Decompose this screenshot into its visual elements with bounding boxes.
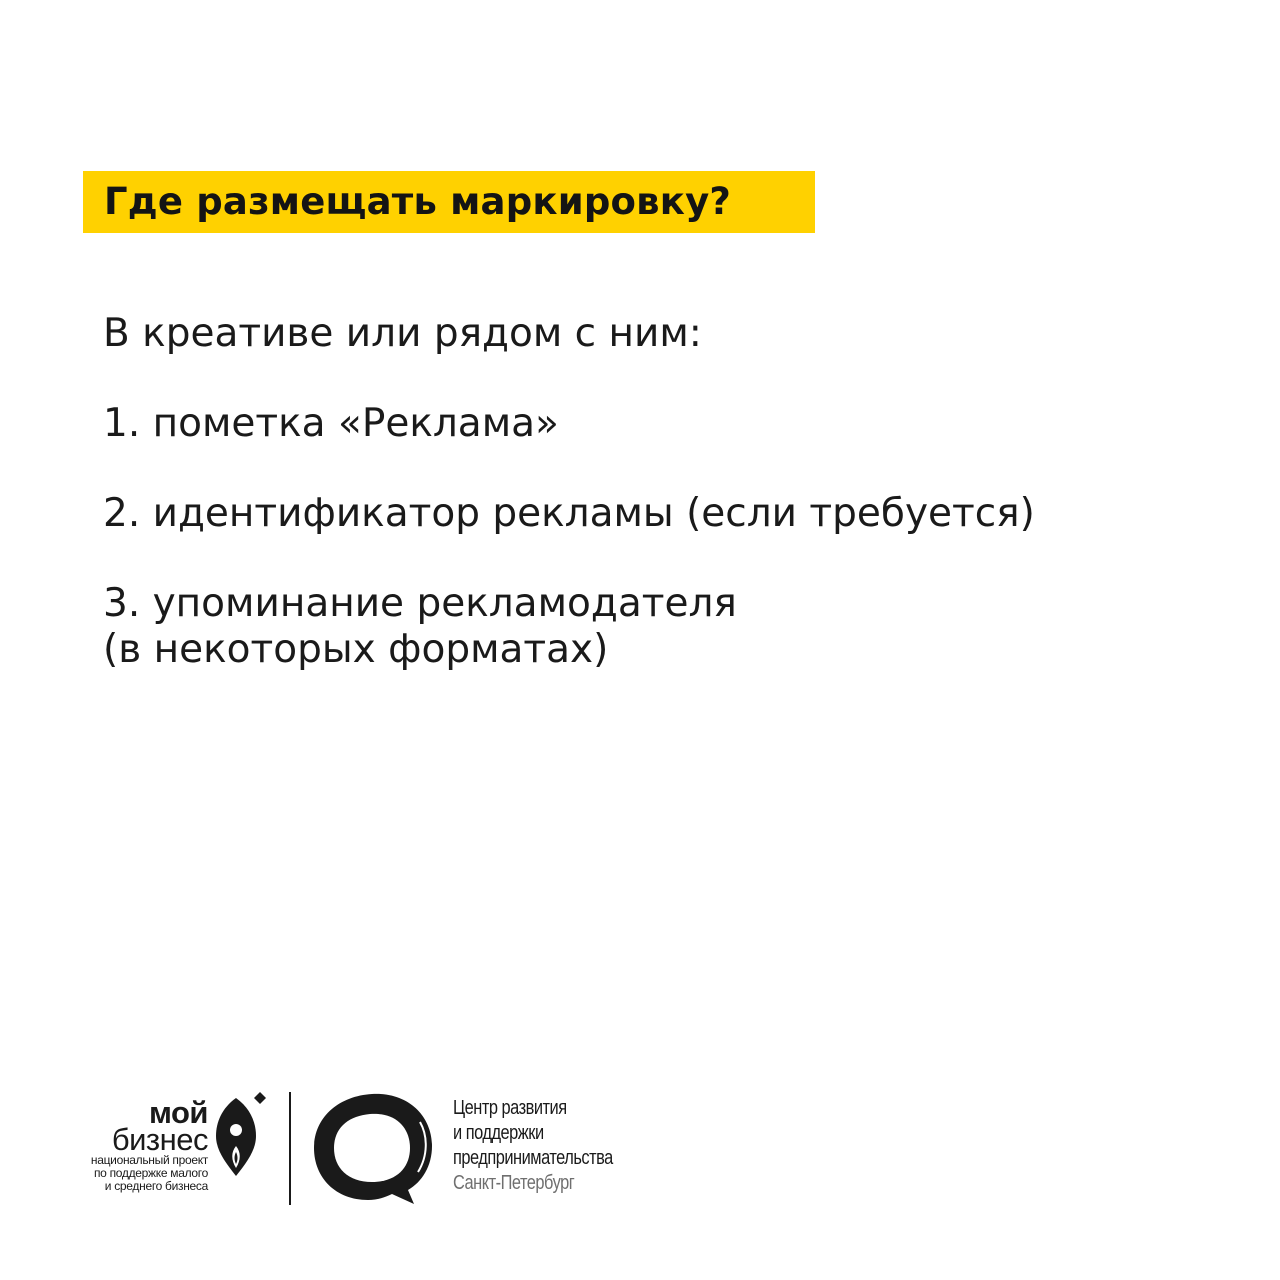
logo-subtitle-line: и среднего бизнеса: [104, 1179, 208, 1193]
list-item: 1. пометка «Реклама»: [103, 401, 559, 446]
logo-word: бизнес: [111, 1122, 208, 1157]
center-logo-city: Санкт-Петербург: [453, 1172, 575, 1194]
list-item: 2. идентификатор рекламы (если требуется): [103, 491, 1035, 536]
logo-word: мой: [148, 1095, 208, 1130]
heading-highlight: [83, 171, 815, 233]
rocket-icon: [216, 1092, 268, 1178]
footer-logos: [0, 1080, 1280, 1210]
logo-subtitle-line: национальный проект: [90, 1153, 208, 1167]
center-logo-text: [453, 1096, 613, 1196]
logo-divider: [289, 1092, 291, 1205]
list-item-line: 3. упоминание рекламодателя: [103, 581, 737, 626]
center-logo-line: Центр развития: [453, 1097, 567, 1119]
center-logo-line: предпринимательства: [453, 1147, 613, 1169]
list-item-line: (в некоторых форматах): [103, 627, 609, 672]
speech-bubble-icon: [312, 1092, 436, 1204]
moy-biznes-logo: [66, 1095, 208, 1193]
center-logo-line: и поддержки: [453, 1122, 544, 1144]
page-title: Где размещать маркировку?: [104, 180, 732, 223]
list-item: [103, 581, 737, 673]
intro-text: В креативе или рядом с ним:: [103, 311, 702, 356]
logo-subtitle-line: по поддержке малого: [93, 1166, 208, 1180]
